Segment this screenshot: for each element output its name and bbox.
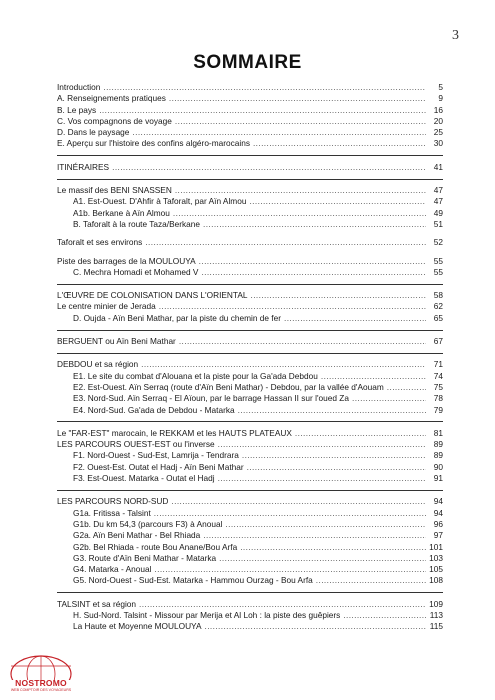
toc-entry-label: A1b. Berkane à Aïn Almou	[73, 207, 170, 218]
toc-entry-label: DEBDOU et sa région	[57, 359, 139, 370]
toc-entry-label: E3. Nord-Sud. Aïn Serraq - El Aïoun, par le barrage Hassan II sur l'oued Za	[73, 393, 349, 404]
section-divider	[57, 416, 443, 423]
section-divider	[57, 278, 443, 285]
toc-entry-page: 67	[433, 336, 443, 347]
dot-leader	[132, 127, 426, 138]
toc-entry[interactable]	[57, 256, 443, 267]
toc-entry-page: 115	[429, 621, 443, 632]
toc-entry-page: 78	[433, 393, 443, 404]
dot-leader	[173, 208, 426, 219]
dot-leader	[175, 185, 426, 196]
toc-entry[interactable]	[57, 542, 443, 553]
toc-entry-page: 81	[433, 427, 443, 438]
section-divider	[57, 347, 443, 354]
table-of-contents	[57, 82, 443, 633]
dot-leader	[219, 553, 426, 564]
toc-entry-page: 52	[433, 237, 443, 248]
toc-entry[interactable]	[57, 519, 443, 530]
toc-entry-label: F1. Nord-Ouest - Sud-Est, Lamrija - Tendrara	[73, 450, 239, 461]
toc-entry-label: TALSINT et sa région	[57, 598, 137, 609]
toc-entry[interactable]	[57, 553, 443, 564]
dot-leader	[284, 313, 426, 324]
toc-entry-page: 65	[433, 312, 443, 323]
logo-tagline: WEB COMPTOIR DES VOYAGEURS	[10, 688, 72, 692]
section-divider	[57, 150, 443, 157]
toc-entry[interactable]	[57, 450, 443, 461]
toc-entry-page: 51	[433, 218, 443, 229]
toc-entry[interactable]	[57, 93, 443, 104]
section-divider	[57, 324, 443, 331]
toc-entry[interactable]	[57, 405, 443, 416]
section-spacer	[57, 249, 443, 256]
dot-leader	[199, 256, 426, 267]
toc-entry[interactable]	[57, 196, 443, 207]
toc-entry[interactable]	[57, 116, 443, 127]
toc-entry-page: 113	[429, 609, 443, 620]
toc-entry-label: Taforalt et ses environs	[57, 237, 143, 248]
toc-entry-label: G1b. Du km 54,3 (parcours F3) à Anoual	[73, 518, 223, 529]
toc-entry-page: 79	[433, 404, 443, 415]
toc-entry[interactable]	[57, 82, 443, 93]
dot-leader	[205, 621, 426, 632]
toc-entry-page: 30	[433, 138, 443, 149]
toc-entry[interactable]	[57, 138, 443, 149]
section-spacer	[57, 230, 443, 237]
toc-entry-label: F3. Est-Ouest. Matarka - Outat el Hadj	[73, 473, 215, 484]
toc-entry-label: C. Mechra Homadi et Mohamed V	[73, 266, 199, 277]
toc-entry-page: 16	[433, 104, 443, 115]
dot-leader	[242, 450, 426, 461]
toc-entry[interactable]	[57, 473, 443, 484]
toc-entry-page: 101	[429, 541, 443, 552]
toc-entry-label: G4. Matarka - Anoual	[73, 564, 152, 575]
toc-entry[interactable]	[57, 290, 443, 301]
dot-leader	[112, 162, 426, 173]
toc-entry-label: E4. Nord-Sud. Ga'ada de Debdou - Matarka	[73, 404, 235, 415]
toc-entry[interactable]	[57, 313, 443, 324]
toc-entry[interactable]	[57, 127, 443, 138]
dot-leader	[225, 519, 426, 530]
dot-leader	[251, 290, 427, 301]
toc-entry-page: 97	[433, 530, 443, 541]
toc-entry[interactable]	[57, 496, 443, 507]
toc-entry-label: C. Vos compagnons de voyage	[57, 115, 172, 126]
toc-entry[interactable]	[57, 208, 443, 219]
toc-entry[interactable]	[57, 575, 443, 586]
section-divider	[57, 587, 443, 594]
toc-entry[interactable]	[57, 610, 443, 621]
toc-entry-page: 90	[433, 461, 443, 472]
toc-entry-page: 20	[433, 115, 443, 126]
toc-entry-page: 41	[433, 161, 443, 172]
toc-entry[interactable]	[57, 599, 443, 610]
dot-leader	[218, 473, 426, 484]
toc-entry-label: Introduction	[57, 82, 101, 92]
globe-icon	[4, 652, 78, 680]
toc-entry-label: L'ŒUVRE DE COLONISATION DANS L'ORIENTAL	[57, 290, 248, 301]
dot-leader	[179, 336, 426, 347]
toc-entry-label: G2a. Aïn Beni Mathar - Bel Rhiada	[73, 530, 201, 541]
toc-entry[interactable]	[57, 219, 443, 230]
dot-leader	[253, 138, 426, 149]
toc-entry-page: 105	[429, 564, 443, 575]
dot-leader	[295, 428, 426, 439]
dot-leader	[103, 82, 426, 93]
toc-entry[interactable]	[57, 530, 443, 541]
dot-leader	[343, 610, 426, 621]
toc-entry-page: 71	[433, 359, 443, 370]
toc-entry-label: E. Aperçu sur l'histoire des confins algéro-marocains	[57, 138, 250, 149]
dot-leader	[203, 219, 426, 230]
logo-wordmark: NOSTROMO	[15, 678, 67, 688]
toc-entry-page: 109	[429, 598, 443, 609]
toc-entry[interactable]	[57, 462, 443, 473]
dot-leader	[99, 105, 426, 116]
dot-leader	[154, 508, 426, 519]
toc-entry[interactable]	[57, 162, 443, 173]
toc-entry-label: A1. Est-Ouest. D'Ahfir à Taforalt, par Aïn Almou	[73, 196, 247, 207]
toc-entry[interactable]	[57, 301, 443, 312]
toc-entry-label: BERGUENT ou Aïn Beni Mathar	[57, 336, 176, 347]
dot-leader	[247, 462, 426, 473]
page-number: 3	[452, 28, 459, 43]
toc-entry-label: A. Renseignements pratiques	[57, 93, 166, 104]
toc-entry[interactable]	[57, 393, 443, 404]
dot-leader	[240, 542, 426, 553]
toc-entry-label: La Haute et Moyenne MOULOUYA	[73, 621, 202, 632]
toc-entry[interactable]	[57, 621, 443, 632]
toc-entry[interactable]	[57, 185, 443, 196]
toc-entry-label: Le "FAR-EST" marocain, le REKKAM et les HAUTS PLATEAUX	[57, 427, 292, 438]
toc-entry-page: 62	[433, 301, 443, 312]
toc-entry-page: 94	[433, 507, 443, 518]
dot-leader	[352, 393, 426, 404]
toc-entry-label: D. Oujda - Aïn Beni Mathar, par la piste du chemin de fer	[73, 312, 281, 323]
toc-entry-page: 55	[433, 255, 443, 266]
toc-entry[interactable]	[57, 237, 443, 248]
dot-leader	[249, 196, 426, 207]
toc-entry-label: B. Taforalt à la route Taza/Berkane	[73, 218, 200, 229]
toc-entry-label: F2. Ouest-Est. Outat el Hadj - Aïn Beni Mathar	[73, 461, 244, 472]
dot-leader	[175, 116, 426, 127]
toc-entry[interactable]	[57, 382, 443, 393]
toc-entry-label: Le massif des BENI SNASSEN	[57, 185, 172, 196]
dot-leader	[169, 93, 426, 104]
toc-entry-label: G1a. Fritissa - Talsint	[73, 507, 151, 518]
toc-entry-label: G5. Nord-Ouest - Sud-Est. Matarka - Hammou Ourzag - Bou Arfa	[73, 575, 313, 586]
toc-entry-label: G3. Route d'Aïn Beni Mathar - Matarka	[73, 552, 217, 563]
toc-entry-page: 49	[433, 207, 443, 218]
dot-leader	[316, 575, 426, 586]
dot-leader	[171, 496, 426, 507]
toc-entry-page: 108	[429, 575, 443, 586]
toc-entry-label: G2b. Bel Rhiada - route Bou Anane/Bou Arfa	[73, 541, 238, 552]
toc-entry[interactable]	[57, 105, 443, 116]
toc-entry[interactable]	[57, 359, 443, 370]
toc-entry-label: H. Sud-Nord. Talsint - Missour par Merija et Al Loh : la piste des guêpiers	[73, 609, 341, 620]
toc-entry-label: Piste des barrages de la MOULOUYA	[57, 255, 196, 266]
section-divider	[57, 484, 443, 491]
toc-entry-label: LES PARCOURS NORD-SUD	[57, 496, 169, 507]
section-divider	[57, 173, 443, 180]
dot-leader	[218, 439, 426, 450]
dot-leader	[145, 237, 426, 248]
toc-entry-page: 89	[433, 439, 443, 450]
toc-entry-page: 5	[438, 82, 443, 92]
toc-entry-label: E1. Le site du combat d'Alouana et la piste pour la Ga'ada Debdou	[73, 370, 318, 381]
toc-entry-page: 58	[433, 290, 443, 301]
dot-leader	[159, 301, 426, 312]
toc-entry[interactable]	[57, 336, 443, 347]
toc-entry-page: 96	[433, 518, 443, 529]
toc-entry[interactable]	[57, 439, 443, 450]
toc-entry-page: 103	[429, 552, 443, 563]
toc-entry-page: 75	[433, 381, 443, 392]
toc-entry-label: LES PARCOURS OUEST-EST ou l'inverse	[57, 439, 215, 450]
toc-entry-label: ITINÉRAIRES	[57, 161, 110, 172]
toc-entry[interactable]	[57, 267, 443, 278]
toc-entry-label: D. Dans le paysage	[57, 127, 130, 138]
toc-entry-page: 74	[433, 370, 443, 381]
toc-entry-page: 89	[433, 450, 443, 461]
dot-leader	[238, 405, 426, 416]
toc-entry-label: B. Le pays	[57, 104, 97, 115]
toc-entry-page: 55	[433, 266, 443, 277]
dot-leader	[321, 371, 426, 382]
dot-leader	[141, 359, 426, 370]
toc-entry-page: 47	[433, 185, 443, 196]
toc-entry-page: 91	[433, 473, 443, 484]
toc-entry-page: 94	[433, 496, 443, 507]
toc-entry[interactable]	[57, 371, 443, 382]
dot-leader	[387, 382, 426, 393]
toc-entry-page: 25	[433, 127, 443, 138]
toc-entry[interactable]	[57, 428, 443, 439]
toc-entry-label: Le centre minier de Jerada	[57, 301, 156, 312]
toc-entry-label: E2. Est-Ouest. Aïn Serraq (route d'Aïn Beni Mathar) - Debdou, par la vallée d'Aouam	[73, 381, 384, 392]
dot-leader	[139, 599, 426, 610]
dot-leader	[201, 267, 426, 278]
nostromo-logo	[4, 652, 78, 696]
dot-leader	[154, 564, 426, 575]
toc-entry[interactable]	[57, 508, 443, 519]
dot-leader	[203, 530, 426, 541]
toc-entry[interactable]	[57, 564, 443, 575]
toc-entry-page: 9	[438, 93, 443, 104]
page-title: SOMMAIRE	[193, 52, 302, 73]
toc-entry-page: 47	[433, 196, 443, 207]
